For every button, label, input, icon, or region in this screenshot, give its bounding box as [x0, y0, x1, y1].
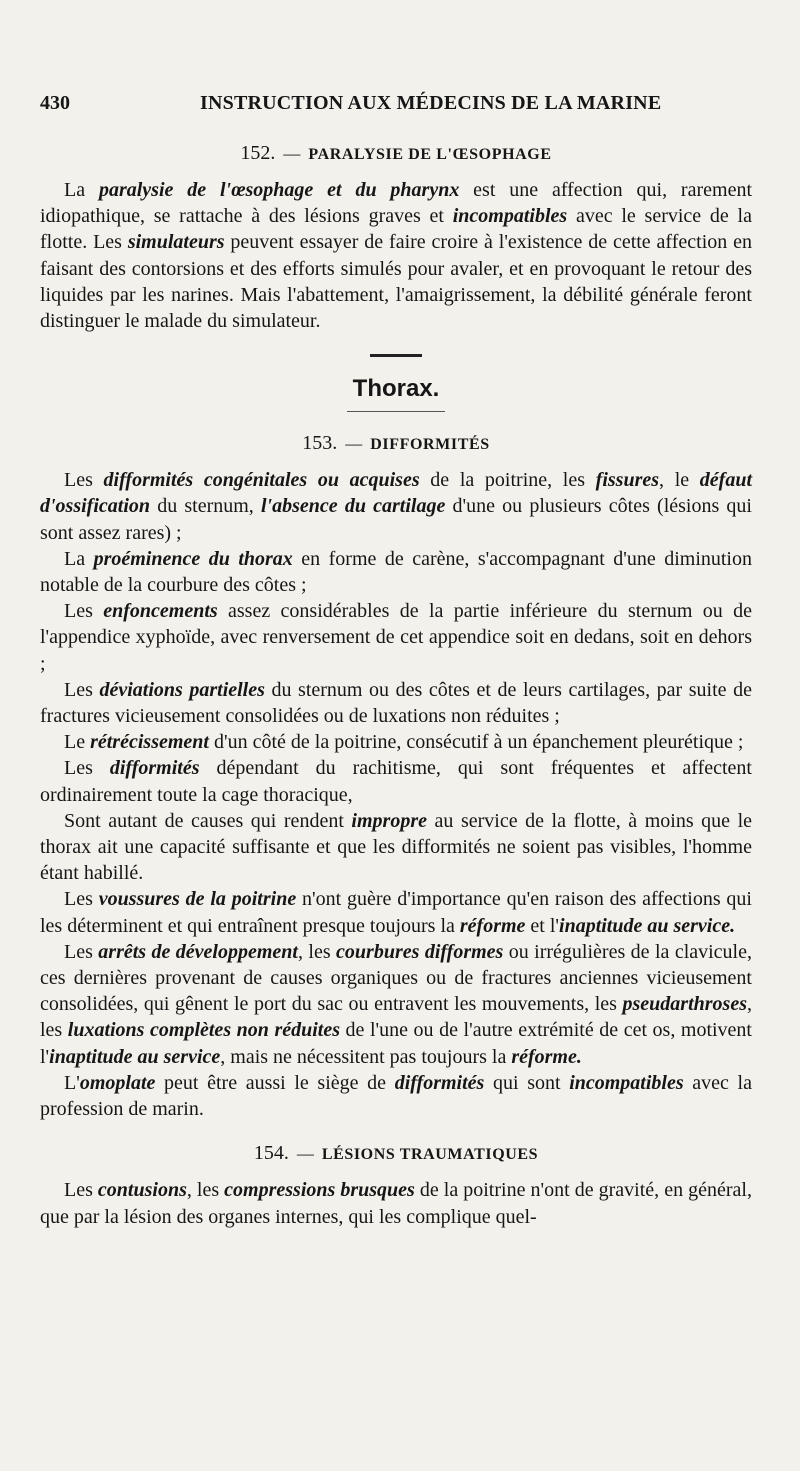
heading-dash: —: [296, 1144, 314, 1164]
emphasis: courbures difformes: [336, 940, 504, 963]
emphasis: incompatibles: [452, 205, 568, 228]
paragraph: Les déviations partielles du sternum ou des côtes et de leurs cartilages, par suite de fractures vicieusement consolidées ou de luxations non réduites ;: [40, 678, 752, 728]
emphasis: déviations partielles: [99, 678, 265, 701]
emphasis: luxations complètes non réduites: [67, 1019, 340, 1042]
page: [40, 92, 752, 1230]
emphasis: fissures: [595, 469, 660, 492]
emphasis: simulateurs: [127, 231, 225, 254]
paragraph: L'omoplate peut être aussi le siège de difformités qui sont incompatibles avec la profession de marin.: [40, 1071, 752, 1121]
paragraph: Sont autant de causes qui rendent impropre au service de la flotte, à moins que le thorax ait une capacité suffisante et que les difformités ne soient pas visibles, l'homme étant habillé.: [40, 809, 752, 885]
section-title: PARALYSIE DE L'ŒSOPHAGE: [308, 146, 552, 163]
emphasis: difformités: [394, 1071, 485, 1094]
heading-dash: —: [345, 434, 363, 454]
emphasis: omoplate: [79, 1071, 156, 1094]
emphasis: difformités: [109, 757, 200, 780]
paragraph: La paralysie de l'œsophage et du pharynx est une affection qui, rarement idiopathique, se rattache à des lésions graves et incompatibles avec le service de la flotte. Les simulateurs peuvent essayer de faire croire à l'existence de cette affection en faisant des contorsions et des efforts simulés pour avaler, et en provoquant le retour des liquides par les narines. Mais l'abattement, l'amaigrissement, la débilité générale feront distinguer le malade du simulateur.: [40, 179, 753, 333]
emphasis: inaptitude au service.: [559, 914, 736, 937]
running-title: INSTRUCTION AUX MÉDECINS DE LA MARINE: [200, 92, 662, 114]
emphasis: proéminence du thorax: [93, 547, 293, 570]
chapter-underline: [347, 411, 445, 412]
paragraph: La proéminence du thorax en forme de carène, s'accompagnant d'une diminution notable de la courbure des côtes ;: [40, 547, 752, 597]
emphasis: défaut d'ossification: [40, 469, 753, 518]
paragraph: Le rétrécissement d'un côté de la poitrine, consécutif à un épanchement pleurétique ;: [64, 731, 744, 754]
page-body: [40, 142, 752, 1230]
section-divider: [370, 354, 422, 357]
section-number: 152.: [240, 142, 276, 164]
emphasis: enfoncements: [103, 600, 218, 623]
emphasis: arrêts de développement: [98, 940, 298, 963]
emphasis: contusions: [97, 1179, 187, 1202]
emphasis: impropre: [351, 809, 427, 832]
emphasis: rétrécissement: [90, 731, 209, 754]
emphasis: difformités congénitales ou acquises: [103, 469, 420, 492]
heading-dash: —: [283, 144, 301, 163]
paragraph: Les voussures de la poitrine n'ont guère d'importance qu'en raison des affections qui les déterminent et qui entraînent presque toujours la réforme et l'inaptitude au service.: [40, 888, 752, 937]
section-heading: [40, 432, 752, 455]
running-header: [40, 92, 752, 122]
emphasis: voussures de la poitrine: [98, 888, 297, 911]
section-title: LÉSIONS TRAUMATIQUES: [321, 1146, 539, 1164]
emphasis: compressions brusques: [224, 1179, 415, 1202]
emphasis: réforme: [459, 914, 526, 937]
section-number: 153.: [302, 432, 338, 455]
emphasis: paralysie de l'œsophage et du pharynx: [98, 179, 460, 201]
paragraph: Les enfoncements assez considérables de la partie inférieure du sternum ou de l'appendice xyphoïde, avec renversement de cet appendice soit en dedans, soit en dehors ;: [40, 600, 752, 675]
section-number: 154.: [253, 1142, 289, 1165]
paragraph: Les arrêts de développement, les courbures difformes ou irrégulières de la clavicule, ces dernières provenant de causes organiques ou de fractures anciennes vicieusement consolidées, qui gênent le port du sac ou entravent les mouvements, les pseudarthroses, les luxations complètes non réduites de l'une ou de l'autre extrémité de cet os, motivent l'inaptitude au service, mais ne nécessitent pas toujours la réforme.: [40, 940, 752, 1068]
emphasis: pseudarthroses: [622, 993, 747, 1016]
emphasis: l'absence du cartilage: [261, 495, 446, 518]
emphasis: inaptitude au service: [49, 1045, 221, 1068]
page-number: 430: [40, 92, 70, 114]
paragraph: Les difformités dépendant du rachitisme, qui sont fréquentes et affectent ordinairement toute la cage thoracique,: [40, 757, 752, 806]
chapter-heading: Thorax.: [352, 375, 440, 403]
paragraph: Les contusions, les compressions brusques de la poitrine n'ont de gravité, en général, que par la lésion des organes internes, qui les complique quel-: [40, 1179, 752, 1228]
paragraph: Les difformités congénitales ou acquises de la poitrine, les fissures, le défaut d'ossification du sternum, l'absence du cartilage d'une ou plusieurs côtes (lésions qui sont assez rares) ;: [40, 469, 753, 544]
emphasis: réforme.: [511, 1045, 582, 1068]
section-title: DIFFORMITÉS: [370, 436, 490, 454]
section-heading: [40, 142, 752, 165]
emphasis: incompatibles: [569, 1071, 684, 1094]
section-heading: [40, 1142, 752, 1165]
